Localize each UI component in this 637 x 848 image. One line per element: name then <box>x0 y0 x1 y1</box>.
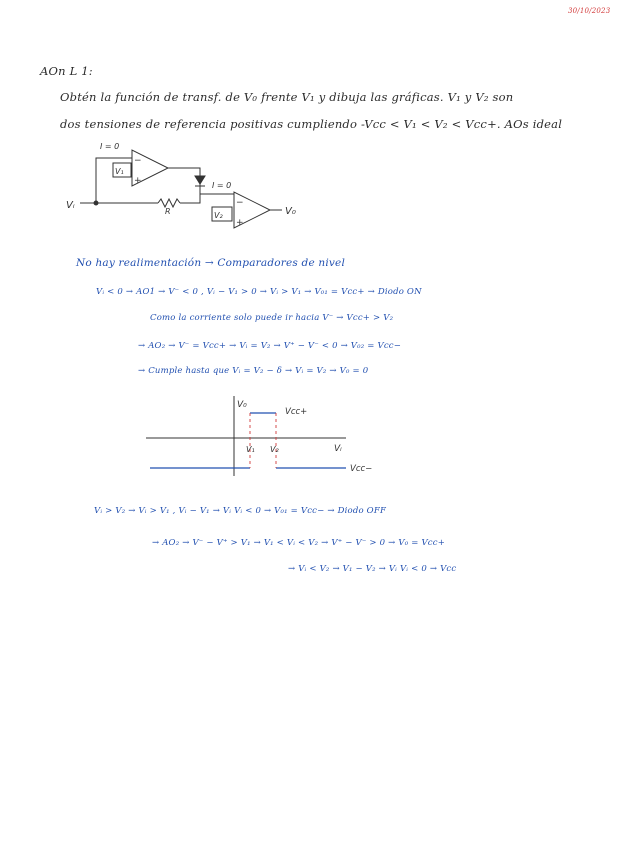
graph-high-label: Vcc+ <box>285 407 308 417</box>
input-label: Vᵢ <box>66 200 75 211</box>
opamp2-minus: − <box>236 198 244 208</box>
graph-low-label: Vcc− <box>350 464 373 474</box>
v1-ref-label: V₁ <box>115 167 124 176</box>
solution-line-3: Como la corriente solo puede ir hacia V⁻ → Vcc+ > V₂ <box>150 313 394 323</box>
graph-y-label: V₀ <box>237 400 247 410</box>
page-date: 30/10/2023 <box>568 7 611 15</box>
solution-line-2: Vᵢ < 0 → AO1 → V⁻ < 0 , Vᵢ − V₁ > 0 → Vᵢ > V₁ → V₀₁ = Vcc+ → Diodo ON <box>96 287 422 297</box>
current-label-2: I = 0 <box>212 181 232 190</box>
problem-label: AOn L 1: <box>40 64 93 78</box>
v2-ref-label: V₂ <box>214 211 223 220</box>
opamp2-plus: + <box>236 218 244 228</box>
opamp1-minus: − <box>134 156 142 166</box>
opamp1-plus: + <box>134 176 142 186</box>
current-label-1: I = 0 <box>100 142 120 151</box>
solution-line-6: Vᵢ > V₂ → Vᵢ > V₁ , Vᵢ − V₁ → Vᵢ Vᵢ < 0 → V₀₁ = Vcc− → Diodo OFF <box>94 506 387 516</box>
problem-text-line-1: Obtén la función de transf. de V₀ frente V₁ y dibuja las gráficas. V₁ y V₂ son <box>60 90 514 104</box>
graph-v1-label: V₁ <box>246 445 255 454</box>
solution-line-1: No hay realimentación → Comparadores de nivel <box>76 257 346 269</box>
solution-line-7: → AO₂ → V⁻ − V⁺ > V₁ → V₁ < Vᵢ < V₂ → V⁺ − V⁻ > 0 → V₀ = Vcc+ <box>152 538 446 548</box>
graph-v2-label: V₂ <box>270 445 279 454</box>
graph-x-label: Vᵢ <box>334 444 342 454</box>
resistor-label: R <box>165 207 171 216</box>
solution-line-8: → Vᵢ < V₂ → V₁ − V₂ → Vᵢ Vᵢ < 0 → Vcc <box>288 564 457 574</box>
problem-text-line-2: dos tensiones de referencia positivas cumpliendo -Vcc < V₁ < V₂ < Vcc+. AOs ideal <box>60 117 563 131</box>
solution-line-5: → Cumple hasta que Vᵢ = V₂ − δ → Vᵢ = V₂ → V₀ = 0 <box>138 366 369 376</box>
output-label: V₀ <box>285 206 296 217</box>
solution-line-4: → AO₂ → V⁻ = Vcc+ → Vᵢ = V₂ → V⁺ − V⁻ < 0 → V₀₂ = Vcc− <box>138 341 402 351</box>
